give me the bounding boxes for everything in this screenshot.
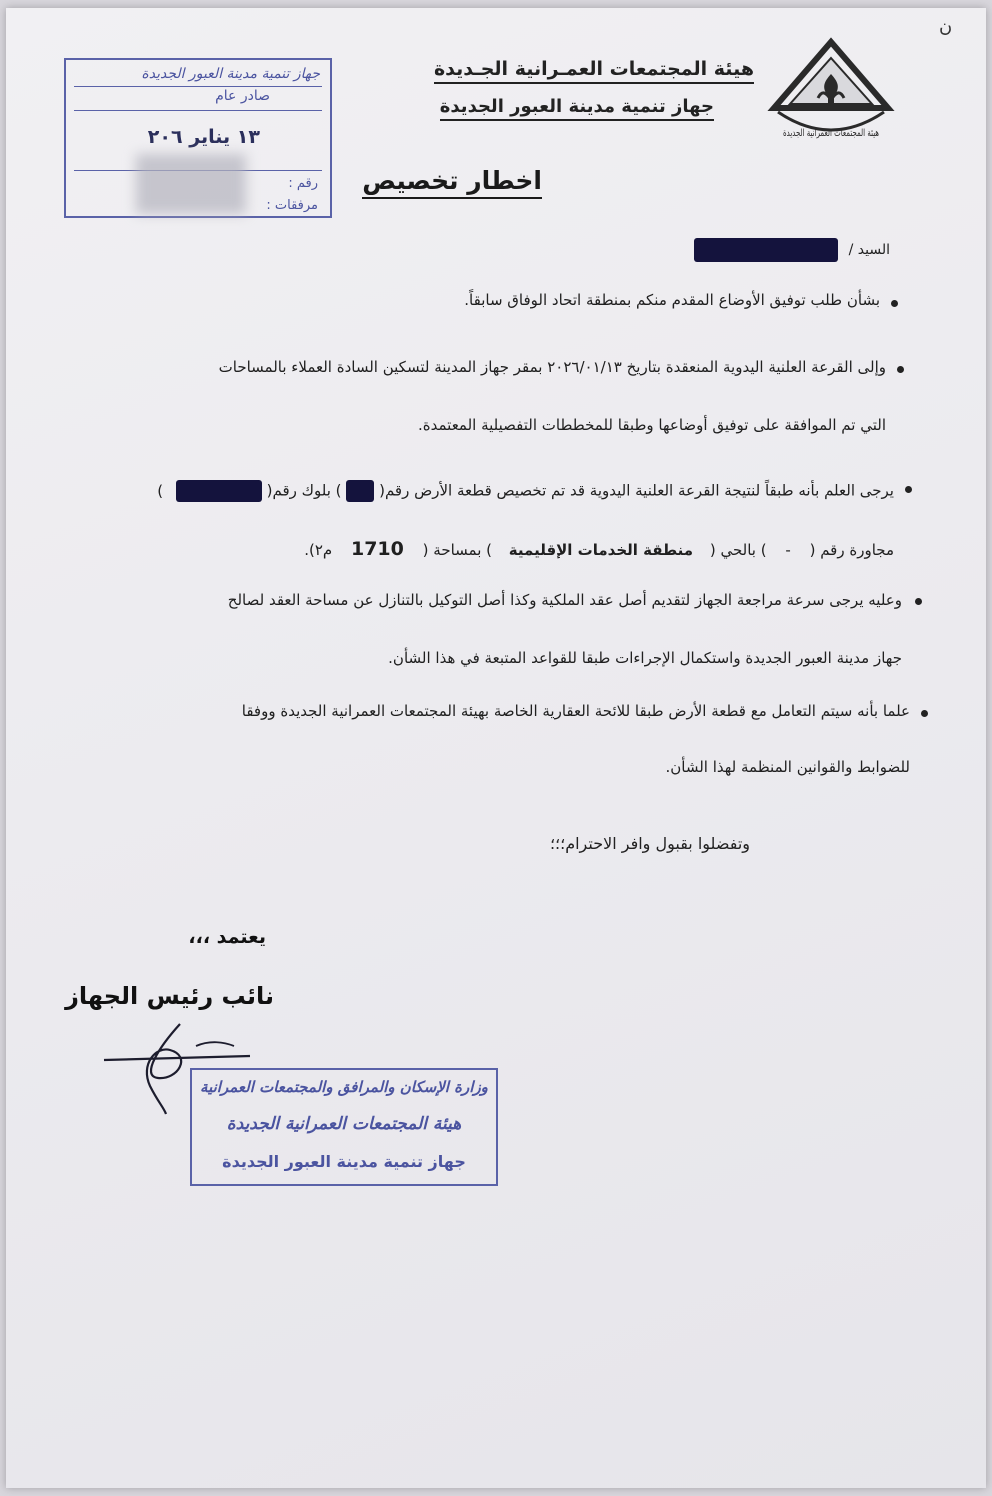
paragraph-2-line-1: وإلى القرعة العلنية اليدوية المنعقدة بتاريخ ٢٠٢٦/٠١/١٣ بمقر جهاز المدينة لتسكين السادة العملاء بالمساحات bbox=[218, 358, 886, 376]
bullet bbox=[921, 710, 928, 717]
closing-line: وتفضلوا بقبول وافر الاحترام؛؛؛ bbox=[549, 834, 750, 853]
seal-authority-line: هيئة المجتمعات العمرانية الجديدة bbox=[226, 1114, 462, 1134]
corner-handwritten-mark: ن bbox=[939, 16, 953, 37]
bullet bbox=[915, 598, 922, 605]
stamp-number-label: رقم : bbox=[288, 176, 318, 191]
redacted-name bbox=[694, 238, 838, 262]
authority-logo-icon bbox=[768, 38, 894, 146]
paragraph-3-line-2: مجاورة رقم ( - ) بالحي ( منطقة الخدمات الإقليمية ) بمساحة ( 1710 م٢). bbox=[304, 538, 894, 560]
district-name: منطقة الخدمات الإقليمية bbox=[508, 541, 694, 559]
outgoing-registry-stamp bbox=[64, 58, 332, 218]
paragraph-3-line-1: يرجى العلم بأنه طبقاً لنتيجة القرعة العلنية اليدوية قد تم تخصيص قطعة الأرض رقم( ) بلوك رقم( ) bbox=[157, 480, 894, 502]
redacted-plot-number bbox=[346, 480, 374, 502]
document-title: اخطار تخصيص bbox=[362, 166, 542, 199]
agency-seal-stamp bbox=[190, 1068, 498, 1186]
paragraph-1: بشأن طلب توفيق الأوضاع المقدم منكم بمنطقة اتحاد الوفاق سابقاً. bbox=[464, 291, 880, 309]
paragraph-2-line-2: التي تم الموافقة على توفيق أوضاعها وطبقا للمخططات التفصيلية المعتمدة. bbox=[418, 416, 886, 434]
stamp-outgoing-label: صادر عام bbox=[215, 88, 270, 104]
authority-name: هيئة المجتمعات العمـرانية الجـديدة bbox=[434, 58, 754, 80]
paragraph-5-line-1: علما بأنه سيتم التعامل مع قطعة الأرض طبقا للائحة العقارية الخاصة بهيئة المجتمعات العمرانية الجديدة ووفقا bbox=[241, 702, 910, 720]
paragraph-4-line-2: جهاز مدينة العبور الجديدة واستكمال الإجراءات طبقا للقواعد المتبعة في هذا الشأن. bbox=[388, 649, 902, 667]
signatory-title: نائب رئيس الجهاز bbox=[65, 982, 274, 1010]
paragraph-5-line-2: للضوابط والقوانين المنظمة لهذا الشأن. bbox=[665, 758, 910, 776]
bullet bbox=[905, 486, 912, 493]
logo-caption: هيئة المجتمعات العمرانية الجديدة bbox=[783, 128, 879, 139]
redacted-block-number bbox=[176, 480, 262, 502]
bullet bbox=[891, 300, 898, 307]
stamp-attachments-label: مرفقات : bbox=[266, 198, 318, 213]
paragraph-4-line-1: وعليه يرجى سرعة مراجعة الجهاز لتقديم أصل عقد الملكية وكذا أصل التوكيل بالتنازل عن مساحة العقد لصالح bbox=[227, 591, 902, 609]
seal-ministry-line: وزارة الإسكان والمرافق والمجتمعات العمرانية bbox=[200, 1078, 488, 1096]
seal-agency-line: جهاز تنمية مدينة العبور الجديدة bbox=[222, 1152, 466, 1171]
salutation: السيد / bbox=[694, 238, 890, 262]
area-value: 1710 bbox=[350, 538, 404, 560]
document-page bbox=[6, 8, 986, 1488]
approval-label: يعتمد ،،، bbox=[188, 926, 266, 948]
stamp-date: ١٣ يناير ٢٠٦ bbox=[147, 126, 260, 148]
agency-name: جهاز تنمية مدينة العبور الجديدة bbox=[440, 96, 714, 117]
bullet bbox=[897, 366, 904, 373]
blurred-number bbox=[136, 154, 246, 214]
stamp-agency-line: جهاز تنمية مدينة العبور الجديدة bbox=[141, 66, 320, 82]
